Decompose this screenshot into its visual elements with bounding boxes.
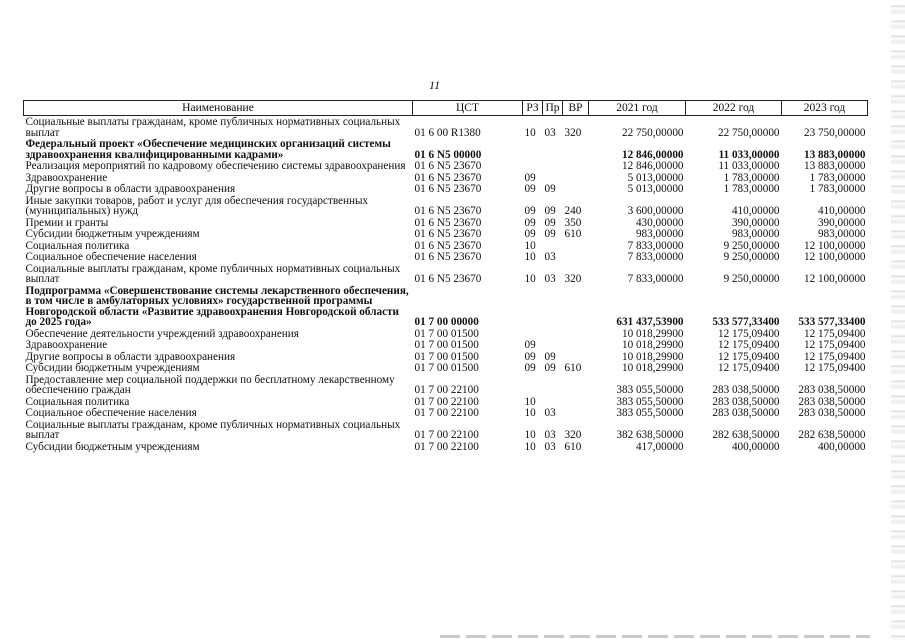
budget-table xyxy=(23,100,868,452)
table-row xyxy=(24,396,868,408)
cell-vr: 610 xyxy=(564,228,582,240)
cell-vr xyxy=(563,285,589,328)
cell-y2021: 7 833,00000 xyxy=(627,251,684,263)
cell-pr: 03 xyxy=(544,126,556,139)
cell-rz: 10 xyxy=(524,126,536,139)
table-row xyxy=(24,172,868,184)
cell-vr: 610 xyxy=(564,362,582,374)
cell-vr: 320 xyxy=(564,273,582,285)
cell-pr xyxy=(543,374,563,396)
cell-y2022: 11 033,00000 xyxy=(718,160,780,172)
cell-cst: 01 6 N5 00000 xyxy=(414,148,482,161)
cell-y2023: 1 783,00000 xyxy=(809,183,866,195)
cell-name: Социальные выплаты гражданам, кроме публичных нормативных социальных выплат xyxy=(25,116,401,139)
cell-vr xyxy=(563,339,589,351)
table-row xyxy=(24,240,868,252)
cell-y2021: 10 018,29900 xyxy=(621,350,684,363)
cell-y2023: 12 175,09400 xyxy=(803,350,866,363)
table-body xyxy=(24,116,868,453)
cell-y2021: 383 055,50000 xyxy=(616,407,684,419)
cell-pr: 03 xyxy=(544,407,556,419)
cell-y2023: 13 883,00000 xyxy=(803,148,866,161)
cell-rz: 09 xyxy=(524,183,536,195)
cell-rz: 10 xyxy=(524,273,536,285)
cell-y2023: 13 883,00000 xyxy=(803,160,866,172)
cell-cst: 01 7 00 00000 xyxy=(414,316,479,328)
cell-pr: 09 xyxy=(544,183,556,195)
table-row xyxy=(24,339,868,351)
table-row xyxy=(24,263,868,285)
cell-name: Другие вопросы в области здравоохранения xyxy=(25,350,236,363)
cell-cst: 01 7 00 22100 xyxy=(414,384,479,396)
cell-vr xyxy=(563,251,589,263)
cell-y2022: 9 250,00000 xyxy=(723,273,780,285)
cell-rz: 10 xyxy=(524,429,536,441)
cell-rz: 10 xyxy=(524,407,536,419)
cell-y2021: 10 018,29900 xyxy=(621,362,684,374)
cell-y2021: 383 055,50000 xyxy=(616,395,684,408)
cell-name: Иные закупки товаров, работ и услуг для обеспечения государственных (муниципальных) нужд xyxy=(25,194,369,217)
table-row xyxy=(24,183,868,195)
cell-cst: 01 7 00 22100 xyxy=(414,395,479,408)
cell-vr: 350 xyxy=(564,216,582,229)
table-row xyxy=(24,228,868,240)
cell-y2023: 1 783,00000 xyxy=(809,171,866,184)
cell-y2022: 533 577,33400 xyxy=(712,316,780,328)
cell-pr xyxy=(543,328,563,340)
cell-vr xyxy=(563,172,589,184)
cell-name: Социальные выплаты гражданам, кроме публичных нормативных социальных выплат xyxy=(25,262,401,285)
table-row xyxy=(24,116,868,139)
table-row xyxy=(24,419,868,441)
cell-name: Федеральный проект «Обеспечение медицинских организаций системы здравоохранения квалифицированными кадрами» xyxy=(25,138,391,161)
cell-rz: 10 xyxy=(524,251,536,263)
cell-vr xyxy=(563,138,589,160)
cell-y2023: 23 750,00000 xyxy=(803,126,866,139)
cell-name: Здравоохранение xyxy=(25,339,108,351)
cell-y2022: 1 783,00000 xyxy=(723,171,780,184)
cell-y2023: 282 638,50000 xyxy=(798,429,866,441)
cell-rz: 09 xyxy=(524,339,536,351)
cell-y2022: 390,00000 xyxy=(731,216,780,229)
table-row xyxy=(24,285,868,328)
col-header-2023: 2023 год xyxy=(782,101,868,116)
cell-cst: 01 6 N5 23670 xyxy=(414,183,482,195)
page-number: 11 xyxy=(429,78,441,92)
cell-y2021: 22 750,00000 xyxy=(621,126,684,139)
cell-pr xyxy=(543,240,563,252)
cell-y2022: 12 175,09400 xyxy=(717,350,780,363)
cell-y2021: 10 018,29900 xyxy=(621,327,684,340)
cell-cst: 01 6 00 R1380 xyxy=(414,126,481,139)
cell-y2022: 9 250,00000 xyxy=(723,251,780,263)
cell-name: Социальное обеспечение населения xyxy=(25,251,197,263)
cell-vr: 610 xyxy=(564,440,582,453)
table-row xyxy=(24,351,868,363)
cell-y2022: 983,00000 xyxy=(731,228,780,240)
cell-rz: 10 xyxy=(524,440,536,453)
cell-pr: 09 xyxy=(544,350,556,363)
cell-y2021: 5 013,00000 xyxy=(627,183,684,195)
cell-pr xyxy=(543,285,563,328)
cell-pr: 03 xyxy=(544,440,556,453)
cell-y2023: 410,00000 xyxy=(817,205,866,217)
cell-name: Субсидии бюджетным учреждениям xyxy=(25,228,200,240)
col-header-2021: 2021 год xyxy=(589,101,686,116)
cell-pr: 09 xyxy=(544,228,556,240)
cell-name: Обеспечение деятельности учреждений здравоохранения xyxy=(25,327,299,340)
cell-vr xyxy=(563,351,589,363)
cell-name: Социальные выплаты гражданам, кроме публичных нормативных социальных выплат xyxy=(25,418,401,441)
cell-y2021: 10 018,29900 xyxy=(621,339,684,351)
cell-y2022: 283 038,50000 xyxy=(712,395,780,408)
cell-y2023: 283 038,50000 xyxy=(798,395,866,408)
cell-name: Премии и гранты xyxy=(25,216,109,229)
cell-cst: 01 7 00 22100 xyxy=(414,429,479,441)
cell-rz: 10 xyxy=(524,395,536,408)
cell-y2021: 631 437,53900 xyxy=(616,316,684,328)
cell-rz: 09 xyxy=(524,362,536,374)
cell-rz xyxy=(523,160,543,172)
cell-vr: 240 xyxy=(564,205,582,217)
table-row xyxy=(24,160,868,172)
cell-y2022: 12 175,09400 xyxy=(717,362,780,374)
cell-y2022: 12 175,09400 xyxy=(717,339,780,351)
cell-name: Подпрограмма «Совершенствование системы лекарственного обеспечения, в том числе в амбулаторных условиях» государственной программы Новгородской области «Развитие здравоохранения Новгородской области до 2025 года» xyxy=(25,284,409,328)
cell-cst: 01 7 00 22100 xyxy=(414,407,479,419)
col-header-rz: РЗ xyxy=(523,101,543,116)
cell-rz xyxy=(523,285,543,328)
cell-y2023: 12 100,00000 xyxy=(803,273,866,285)
cell-y2021: 7 833,00000 xyxy=(627,239,684,252)
cell-vr xyxy=(563,374,589,396)
cell-rz: 09 xyxy=(524,216,536,229)
cell-pr xyxy=(543,138,563,160)
cell-y2023: 12 175,09400 xyxy=(803,339,866,351)
col-header-name: Наименование xyxy=(24,101,413,116)
cell-y2021: 12 846,00000 xyxy=(621,160,684,172)
cell-pr: 09 xyxy=(544,362,556,374)
cell-y2023: 400,00000 xyxy=(817,440,866,453)
cell-cst: 01 7 00 01500 xyxy=(414,350,479,363)
cell-pr xyxy=(543,339,563,351)
cell-name: Субсидии бюджетным учреждениям xyxy=(25,440,200,453)
col-header-cst: ЦСТ xyxy=(413,101,523,116)
cell-cst: 01 6 N5 23670 xyxy=(414,239,482,252)
cell-cst: 01 7 00 22100 xyxy=(414,440,479,453)
table-row xyxy=(24,362,868,374)
cell-y2022: 283 038,50000 xyxy=(712,407,780,419)
cell-pr: 09 xyxy=(544,216,556,229)
table-row xyxy=(24,217,868,229)
table-row xyxy=(24,441,868,453)
cell-rz xyxy=(523,328,543,340)
cell-y2021: 5 013,00000 xyxy=(627,171,684,184)
cell-y2023: 12 100,00000 xyxy=(803,239,866,252)
cell-cst: 01 7 00 01500 xyxy=(414,339,479,351)
cell-cst: 01 6 N5 23670 xyxy=(414,251,482,263)
scan-edge-artifact xyxy=(891,0,905,640)
table-row xyxy=(24,195,868,217)
cell-pr xyxy=(543,396,563,408)
cell-y2022: 1 783,00000 xyxy=(723,183,780,195)
header-row xyxy=(24,101,868,116)
cell-rz xyxy=(523,374,543,396)
cell-vr xyxy=(563,160,589,172)
cell-pr: 03 xyxy=(544,429,556,441)
cell-name: Социальная политика xyxy=(25,395,130,408)
cell-y2023: 390,00000 xyxy=(817,216,866,229)
cell-cst: 01 6 N5 23670 xyxy=(414,216,482,229)
cell-y2021: 983,00000 xyxy=(635,228,684,240)
cell-y2022: 9 250,00000 xyxy=(723,239,780,252)
cell-y2023: 533 577,33400 xyxy=(798,316,866,328)
cell-cst: 01 7 00 01500 xyxy=(414,327,479,340)
cell-y2023: 12 100,00000 xyxy=(803,251,866,263)
cell-cst: 01 6 N5 23670 xyxy=(414,160,482,172)
table-row xyxy=(24,374,868,396)
cell-pr: 03 xyxy=(544,251,556,263)
cell-y2021: 383 055,50000 xyxy=(616,384,684,396)
cell-y2022: 282 638,50000 xyxy=(712,429,780,441)
cell-vr xyxy=(563,240,589,252)
cell-cst: 01 6 N5 23670 xyxy=(414,228,482,240)
cell-rz: 09 xyxy=(524,171,536,184)
cell-y2023: 983,00000 xyxy=(817,228,866,240)
col-header-pr: Пр xyxy=(543,101,563,116)
cell-y2023: 283 038,50000 xyxy=(798,407,866,419)
cell-vr xyxy=(563,183,589,195)
cell-name: Другие вопросы в области здравоохранения xyxy=(25,183,236,195)
cell-y2021: 12 846,00000 xyxy=(621,148,684,161)
cell-vr xyxy=(563,396,589,408)
cell-rz: 09 xyxy=(524,228,536,240)
cell-name: Предоставление мер социальной поддержки по бесплатному лекарственному обеспечению граждан xyxy=(25,373,395,396)
cell-cst: 01 6 N5 23670 xyxy=(414,273,482,285)
cell-y2021: 430,00000 xyxy=(635,216,684,229)
cell-y2021: 417,00000 xyxy=(635,440,684,453)
cell-name: Социальная политика xyxy=(25,239,130,252)
cell-vr xyxy=(563,407,589,419)
cell-rz: 09 xyxy=(524,205,536,217)
cell-rz: 09 xyxy=(524,350,536,363)
cell-y2021: 7 833,00000 xyxy=(627,273,684,285)
cell-pr: 09 xyxy=(544,205,556,217)
cell-y2022: 410,00000 xyxy=(731,205,780,217)
cell-name: Реализация мероприятий по кадровому обеспечению системы здравоохранения xyxy=(25,160,406,172)
cell-cst: 01 7 00 01500 xyxy=(414,362,479,374)
cell-y2022: 400,00000 xyxy=(731,440,780,453)
cell-y2023: 12 175,09400 xyxy=(803,362,866,374)
table-row xyxy=(24,407,868,419)
cell-name: Субсидии бюджетным учреждениям xyxy=(25,362,200,374)
cell-y2023: 283 038,50000 xyxy=(798,384,866,396)
cell-y2022: 283 038,50000 xyxy=(712,384,780,396)
cell-vr xyxy=(563,328,589,340)
cell-y2023: 12 175,09400 xyxy=(803,327,866,340)
cell-cst: 01 6 N5 23670 xyxy=(414,171,482,184)
cell-y2021: 382 638,50000 xyxy=(616,429,684,441)
table-row xyxy=(24,251,868,263)
cell-name: Социальное обеспечение населения xyxy=(25,407,197,419)
col-header-vr: ВР xyxy=(563,101,589,116)
cell-rz xyxy=(523,138,543,160)
cell-y2022: 22 750,00000 xyxy=(717,126,780,139)
table-row xyxy=(24,138,868,160)
cell-vr: 320 xyxy=(564,126,582,139)
cell-pr xyxy=(543,160,563,172)
cell-vr: 320 xyxy=(564,429,582,441)
cell-name: Здравоохранение xyxy=(25,171,108,184)
cell-y2021: 3 600,00000 xyxy=(627,205,684,217)
cell-y2022: 12 175,09400 xyxy=(717,327,780,340)
cell-rz: 10 xyxy=(524,239,536,252)
cell-pr xyxy=(543,172,563,184)
scan-bottom-artifact xyxy=(440,635,870,638)
table-row xyxy=(24,328,868,340)
cell-pr: 03 xyxy=(544,273,556,285)
cell-y2022: 11 033,00000 xyxy=(718,148,780,161)
cell-cst: 01 6 N5 23670 xyxy=(414,205,482,217)
col-header-2022: 2022 год xyxy=(686,101,782,116)
